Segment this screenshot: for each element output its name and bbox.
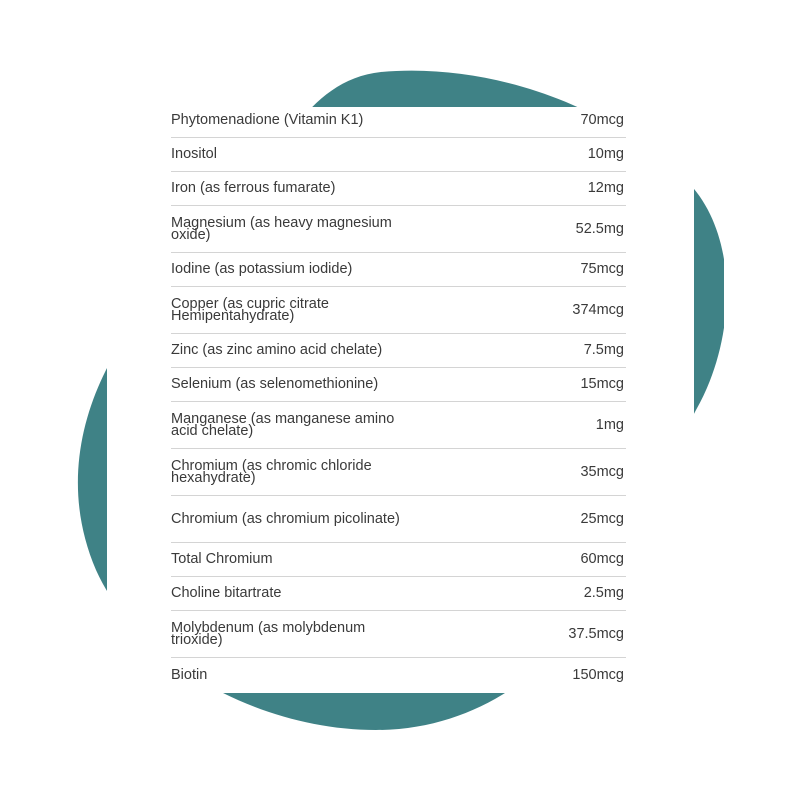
table-row <box>171 368 626 402</box>
ingredient-name: Magnesium (as heavy magnesium oxide) <box>171 214 392 243</box>
table-row <box>171 658 626 692</box>
ingredient-amount: 2.5mg <box>583 585 624 602</box>
ingredient-amount: 60mcg <box>580 551 624 568</box>
ingredient-name: Choline bitartrate <box>171 585 282 602</box>
ingredient-amount: 374mcg <box>572 301 624 318</box>
ingredient-amount: 150mcg <box>572 666 624 683</box>
ingredient-amount: 35mcg <box>580 463 624 480</box>
ingredient-name: Total Chromium <box>171 551 273 568</box>
table-row <box>171 172 626 206</box>
ingredient-amount: 52.5mg <box>575 220 624 237</box>
table-row <box>171 496 626 543</box>
ingredient-amount: 25mcg <box>580 510 624 527</box>
table-row <box>171 253 626 287</box>
ingredient-name: Molybdenum (as molybdenum trioxide) <box>171 619 366 648</box>
table-row <box>171 138 626 172</box>
ingredient-name: Chromium (as chromic chloride hexahydrate) <box>171 457 372 486</box>
ingredient-amount: 1mg <box>595 416 624 433</box>
table-row <box>171 104 626 138</box>
table-row <box>171 287 626 334</box>
ingredient-amount: 70mcg <box>580 112 624 129</box>
ingredient-name: Iron (as ferrous fumarate) <box>171 180 336 197</box>
ingredient-name: Zinc (as zinc amino acid chelate) <box>171 342 383 359</box>
ingredient-name: Inositol <box>171 146 217 163</box>
ingredient-name: Manganese (as manganese amino acid chelate) <box>171 410 395 439</box>
ingredient-name: Biotin <box>171 666 208 683</box>
table-row <box>171 449 626 496</box>
ingredient-amount: 10mg <box>587 146 624 163</box>
ingredient-name: Iodine (as potassium iodide) <box>171 261 353 278</box>
table-row <box>171 206 626 253</box>
ingredient-amount: 7.5mg <box>583 342 624 359</box>
table-row <box>171 611 626 658</box>
table-row <box>171 577 626 611</box>
ingredient-name: Selenium (as selenomethionine) <box>171 376 379 393</box>
ingredient-name: Chromium (as chromium picolinate) <box>171 510 400 527</box>
table-row <box>171 543 626 577</box>
ingredient-amount: 12mg <box>587 180 624 197</box>
ingredient-name: Copper (as cupric citrate Hemipentahydrate) <box>171 295 329 324</box>
table-row <box>171 402 626 449</box>
ingredient-name: Phytomenadione (Vitamin K1) <box>171 112 364 129</box>
ingredient-amount: 75mcg <box>580 261 624 278</box>
ingredients-table <box>171 104 626 692</box>
ingredient-amount: 15mcg <box>580 376 624 393</box>
table-row <box>171 334 626 368</box>
ingredient-amount: 37.5mcg <box>568 625 624 642</box>
